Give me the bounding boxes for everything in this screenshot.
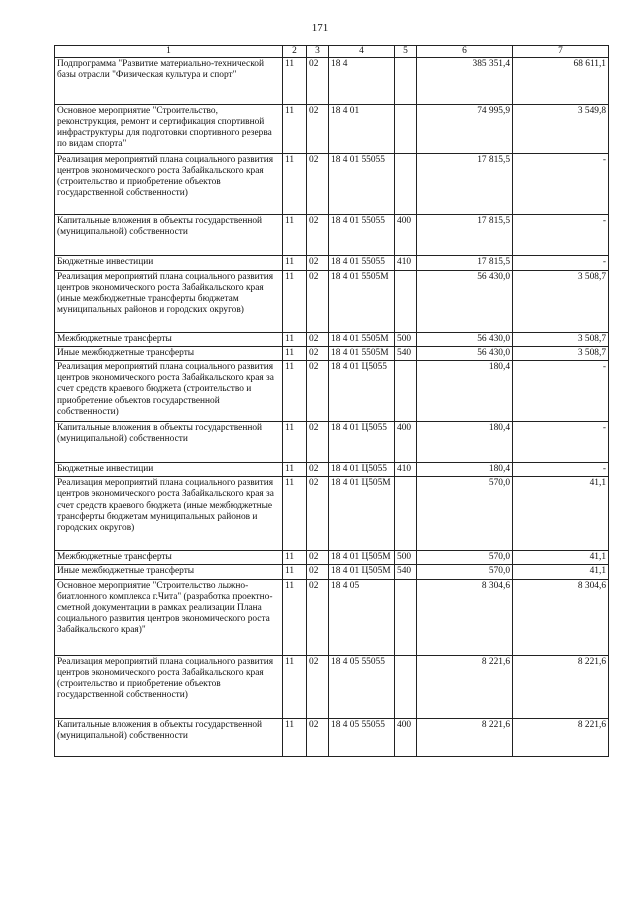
- row-amount-2: 8 221,6: [513, 718, 609, 756]
- column-header-7: 7: [513, 46, 609, 58]
- row-target-article: 18 4 05: [329, 579, 395, 655]
- column-header-4: 4: [329, 46, 395, 58]
- row-subsection: 02: [307, 256, 329, 271]
- row-amount-2: -: [513, 256, 609, 271]
- row-amount-1: 56 430,0: [417, 271, 513, 333]
- row-name: Реализация мероприятий плана социального развития центров экономического роста Забайкальского края (иные межбюджетные трансферты бюджетам муниципальных районов и городских округов): [55, 271, 283, 333]
- row-target-article: 18 4 01: [329, 105, 395, 154]
- row-amount-1: 180,4: [417, 463, 513, 477]
- budget-table: [54, 45, 609, 757]
- row-amount-2: -: [513, 154, 609, 215]
- row-subsection: 02: [307, 422, 329, 463]
- row-expense-type: [395, 579, 417, 655]
- table-row: [55, 58, 609, 105]
- row-section: 11: [283, 333, 307, 347]
- row-name: Капитальные вложения в объекты государственной (муниципальной) собственности: [55, 215, 283, 256]
- row-amount-1: 17 815,5: [417, 154, 513, 215]
- row-subsection: 02: [307, 655, 329, 718]
- table-row: [55, 271, 609, 333]
- row-expense-type: 400: [395, 718, 417, 756]
- row-amount-2: 68 611,1: [513, 58, 609, 105]
- row-amount-2: 41,1: [513, 565, 609, 579]
- row-target-article: 18 4 01 Ц505М: [329, 565, 395, 579]
- row-amount-1: 17 815,5: [417, 256, 513, 271]
- row-expense-type: [395, 154, 417, 215]
- row-section: 11: [283, 422, 307, 463]
- row-subsection: 02: [307, 565, 329, 579]
- table-row: [55, 256, 609, 271]
- row-name: Капитальные вложения в объекты государственной (муниципальной) собственности: [55, 422, 283, 463]
- row-target-article: 18 4 01 55055: [329, 215, 395, 256]
- row-name: Подпрограмма "Развитие материально-технической базы отрасли "Физическая культура и спорт": [55, 58, 283, 105]
- row-amount-2: -: [513, 361, 609, 422]
- row-subsection: 02: [307, 154, 329, 215]
- row-target-article: 18 4 01 5505М: [329, 347, 395, 361]
- row-expense-type: [395, 105, 417, 154]
- header-row: [55, 46, 609, 58]
- row-section: 11: [283, 256, 307, 271]
- row-amount-2: 3 549,8: [513, 105, 609, 154]
- row-expense-type: [395, 655, 417, 718]
- column-header-3: 3: [307, 46, 329, 58]
- row-amount-2: 3 508,7: [513, 333, 609, 347]
- row-section: 11: [283, 215, 307, 256]
- column-header-6: 6: [417, 46, 513, 58]
- row-amount-2: 3 508,7: [513, 271, 609, 333]
- table-row: [55, 718, 609, 756]
- row-subsection: 02: [307, 215, 329, 256]
- row-expense-type: [395, 477, 417, 551]
- row-target-article: 18 4 01 5505М: [329, 271, 395, 333]
- row-name: Реализация мероприятий плана социального развития центров экономического роста Забайкальского края за счет средств краевого бюджета (строительство и приобретение объектов государственной собственности): [55, 361, 283, 422]
- row-amount-1: 17 815,5: [417, 215, 513, 256]
- row-amount-1: 180,4: [417, 422, 513, 463]
- row-name: Реализация мероприятий плана социального развития центров экономического роста Забайкальского края за счет средств краевого бюджета (иные межбюджетные трансферты бюджетам муниципальных районов и городских округов): [55, 477, 283, 551]
- table-row: [55, 154, 609, 215]
- row-target-article: 18 4 01 Ц5055: [329, 422, 395, 463]
- row-name: Основное мероприятие "Строительство, реконструкция, ремонт и сертификация спортивной инфраструктуры для подготовки спортивного резерва по видам спорта": [55, 105, 283, 154]
- row-name: Бюджетные инвестиции: [55, 256, 283, 271]
- table-header: [55, 46, 609, 58]
- row-target-article: 18 4 01 55055: [329, 154, 395, 215]
- row-amount-1: 56 430,0: [417, 347, 513, 361]
- row-target-article: 18 4 01 5505М: [329, 333, 395, 347]
- column-header-1: 1: [55, 46, 283, 58]
- row-section: 11: [283, 154, 307, 215]
- page-number: 171: [311, 22, 329, 34]
- row-expense-type: 410: [395, 463, 417, 477]
- row-target-article: 18 4: [329, 58, 395, 105]
- row-target-article: 18 4 01 55055: [329, 256, 395, 271]
- row-amount-1: 570,0: [417, 477, 513, 551]
- row-subsection: 02: [307, 271, 329, 333]
- table-row: [55, 551, 609, 565]
- row-name: Иные межбюджетные трансферты: [55, 347, 283, 361]
- row-amount-2: 8 304,6: [513, 579, 609, 655]
- row-expense-type: 410: [395, 256, 417, 271]
- table-row: [55, 579, 609, 655]
- row-amount-1: 570,0: [417, 551, 513, 565]
- row-amount-1: 8 221,6: [417, 655, 513, 718]
- row-subsection: 02: [307, 579, 329, 655]
- row-section: 11: [283, 347, 307, 361]
- row-expense-type: 540: [395, 565, 417, 579]
- table-row: [55, 655, 609, 718]
- table-row: [55, 477, 609, 551]
- table-row: [55, 105, 609, 154]
- row-amount-1: 74 995,9: [417, 105, 513, 154]
- row-target-article: 18 4 01 Ц505М: [329, 477, 395, 551]
- row-target-article: 18 4 01 Ц505М: [329, 551, 395, 565]
- row-subsection: 02: [307, 551, 329, 565]
- row-amount-1: 8 304,6: [417, 579, 513, 655]
- table-row: [55, 215, 609, 256]
- row-expense-type: [395, 271, 417, 333]
- row-amount-2: 8 221,6: [513, 655, 609, 718]
- row-name: Основное мероприятие "Строительство лыжно-биатлонного комплекса г.Чита" (разработка проектно-сметной документации в рамках реализации Плана социального развития центров экономического роста Забайкальского края)": [55, 579, 283, 655]
- row-section: 11: [283, 579, 307, 655]
- table-row: [55, 333, 609, 347]
- row-subsection: 02: [307, 347, 329, 361]
- row-subsection: 02: [307, 477, 329, 551]
- row-section: 11: [283, 551, 307, 565]
- row-section: 11: [283, 655, 307, 718]
- row-name: Бюджетные инвестиции: [55, 463, 283, 477]
- row-section: 11: [283, 361, 307, 422]
- row-expense-type: 540: [395, 347, 417, 361]
- row-amount-1: 180,4: [417, 361, 513, 422]
- row-expense-type: 400: [395, 215, 417, 256]
- table-body: [55, 58, 609, 756]
- column-header-5: 5: [395, 46, 417, 58]
- row-amount-2: -: [513, 215, 609, 256]
- row-subsection: 02: [307, 105, 329, 154]
- table-row: [55, 565, 609, 579]
- row-expense-type: 500: [395, 333, 417, 347]
- row-amount-2: -: [513, 463, 609, 477]
- row-target-article: 18 4 05 55055: [329, 718, 395, 756]
- row-subsection: 02: [307, 718, 329, 756]
- row-section: 11: [283, 565, 307, 579]
- row-amount-1: 385 351,4: [417, 58, 513, 105]
- row-expense-type: [395, 58, 417, 105]
- row-target-article: 18 4 01 Ц5055: [329, 463, 395, 477]
- row-subsection: 02: [307, 58, 329, 105]
- row-name: Иные межбюджетные трансферты: [55, 565, 283, 579]
- row-target-article: 18 4 01 Ц5055: [329, 361, 395, 422]
- row-target-article: 18 4 05 55055: [329, 655, 395, 718]
- row-name: Межбюджетные трансферты: [55, 551, 283, 565]
- row-name: Капитальные вложения в объекты государственной (муниципальной) собственности: [55, 718, 283, 756]
- row-expense-type: 400: [395, 422, 417, 463]
- row-name: Межбюджетные трансферты: [55, 333, 283, 347]
- row-section: 11: [283, 477, 307, 551]
- row-amount-2: 3 508,7: [513, 347, 609, 361]
- row-subsection: 02: [307, 333, 329, 347]
- row-subsection: 02: [307, 463, 329, 477]
- row-subsection: 02: [307, 361, 329, 422]
- row-amount-1: 570,0: [417, 565, 513, 579]
- row-section: 11: [283, 463, 307, 477]
- row-amount-1: 8 221,6: [417, 718, 513, 756]
- row-expense-type: [395, 361, 417, 422]
- row-section: 11: [283, 58, 307, 105]
- row-section: 11: [283, 271, 307, 333]
- row-amount-2: -: [513, 422, 609, 463]
- row-expense-type: 500: [395, 551, 417, 565]
- table-row: [55, 361, 609, 422]
- row-name: Реализация мероприятий плана социального развития центров экономического роста Забайкальского края (строительство и приобретение объектов государственной собственности): [55, 154, 283, 215]
- column-header-2: 2: [283, 46, 307, 58]
- row-amount-2: 41,1: [513, 477, 609, 551]
- row-name: Реализация мероприятий плана социального развития центров экономического роста Забайкальского края (строительство и приобретение объектов государственной собственности): [55, 655, 283, 718]
- row-section: 11: [283, 105, 307, 154]
- row-amount-2: 41,1: [513, 551, 609, 565]
- row-amount-1: 56 430,0: [417, 333, 513, 347]
- table-row: [55, 347, 609, 361]
- table-row: [55, 422, 609, 463]
- row-section: 11: [283, 718, 307, 756]
- table-row: [55, 463, 609, 477]
